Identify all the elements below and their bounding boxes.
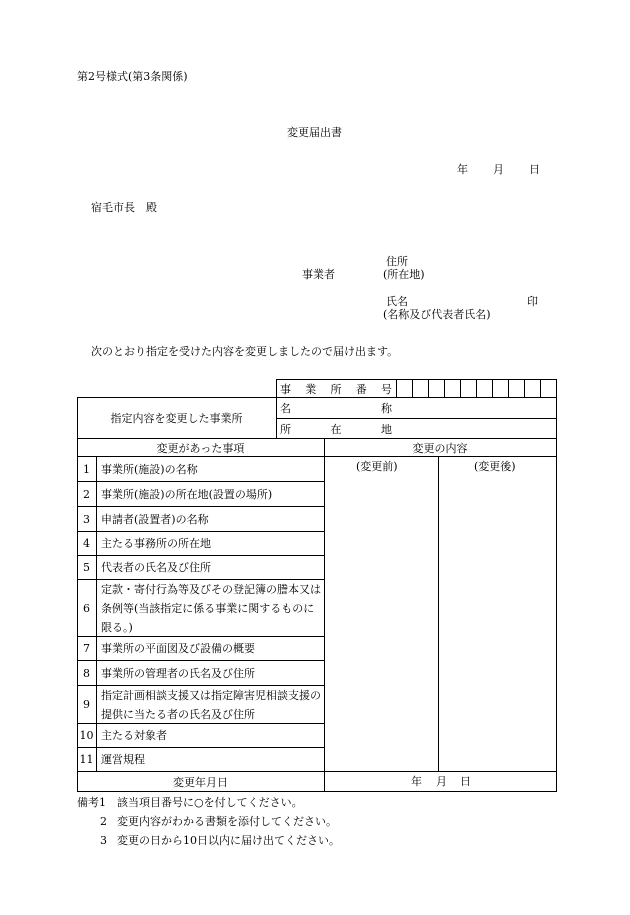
office-name-label [280, 398, 392, 418]
before-label: (変更前) [356, 460, 398, 473]
office-number-char: 事 [280, 382, 291, 396]
location-char: 所 [280, 422, 291, 436]
location-char: 在 [330, 422, 342, 436]
item-number: 11 [79, 753, 94, 766]
change-date-month: 月 [436, 775, 447, 788]
form-label: 第2号様式(第3条関係) [77, 70, 188, 83]
name-char: 名 [280, 402, 291, 415]
note-text: 該当項目番号に○を付してください。 [117, 796, 303, 809]
seal-mark: 印 [527, 295, 538, 308]
item-text: 主たる対象者 [101, 729, 167, 742]
note-text: 変更の日から10日以内に届け出てください。 [117, 834, 340, 847]
item-number: 6 [83, 601, 90, 615]
item-number: 9 [83, 698, 90, 711]
applicant-label: 事業者 [302, 268, 335, 281]
item-number: 1 [83, 462, 90, 476]
note-label: 備考1 [77, 796, 106, 809]
note-label: 3 [100, 834, 107, 847]
address-sub-label: (所在地) [383, 268, 425, 281]
office-changed-label: 指定内容を変更した事業所 [110, 412, 243, 425]
addressee: 宿毛市長 殿 [91, 201, 157, 214]
item-text: 指定計画相談支援又は指定障害児相談支援の提供に当たる者の氏名及び住所 [101, 688, 321, 721]
office-number-char: 号 [381, 382, 392, 396]
item-number: 10 [79, 729, 94, 742]
date-month: 月 [493, 163, 504, 176]
change-content-header: 変更の内容 [412, 441, 468, 455]
office-number-label [280, 380, 392, 397]
item-text: 事業所(施設)の名称 [101, 462, 198, 476]
item-text: 申請者(設置者)の名称 [101, 512, 209, 526]
item-text: 事業所の管理者の氏名及び住所 [101, 666, 255, 680]
item-number: 8 [83, 666, 90, 680]
item-number: 7 [83, 642, 90, 655]
changed-items-header: 変更があった事項 [156, 441, 245, 455]
item-number: 2 [83, 487, 90, 501]
date-year: 年 [457, 163, 468, 176]
date-day: 日 [529, 163, 540, 176]
office-number-char: 業 [305, 382, 317, 396]
item-number: 3 [83, 512, 90, 526]
note-text: 変更内容がわかる書類を添付してください。 [117, 815, 337, 828]
change-date-day: 日 [460, 775, 471, 788]
statement: 次のとおり指定を受けた内容を変更しましたので届け出ます。 [91, 345, 399, 358]
name-char: 称 [381, 402, 392, 415]
item-text: 定款・寄付行為等及びその登記簿の謄本又は条例等(当該指定に係る事業に関するものに限る。) [101, 582, 321, 634]
item-number: 5 [83, 561, 90, 574]
item-text: 事業所(施設)の所在地(設置の場所) [101, 487, 273, 501]
change-date-year: 年 [411, 775, 422, 788]
change-date-label: 変更年月日 [173, 775, 228, 789]
location-char: 地 [381, 422, 392, 436]
item-number: 4 [83, 537, 90, 550]
address-label: 住所 [386, 255, 408, 268]
item-text: 事業所の平面図及び設備の概要 [101, 642, 255, 655]
note-label: 2 [100, 815, 107, 828]
document-title: 変更届出書 [287, 126, 342, 139]
office-number-char: 番 [355, 382, 367, 396]
office-location-label [280, 419, 392, 438]
item-text: 運営規程 [101, 753, 145, 766]
after-label: (変更後) [474, 460, 516, 473]
name-sub-label: (名称及び代表者氏名) [383, 308, 491, 321]
name-label: 氏名 [386, 295, 408, 308]
item-text: 代表者の氏名及び住所 [101, 561, 211, 574]
office-number-char: 所 [330, 382, 342, 396]
item-text: 主たる事務所の所在地 [101, 537, 211, 550]
